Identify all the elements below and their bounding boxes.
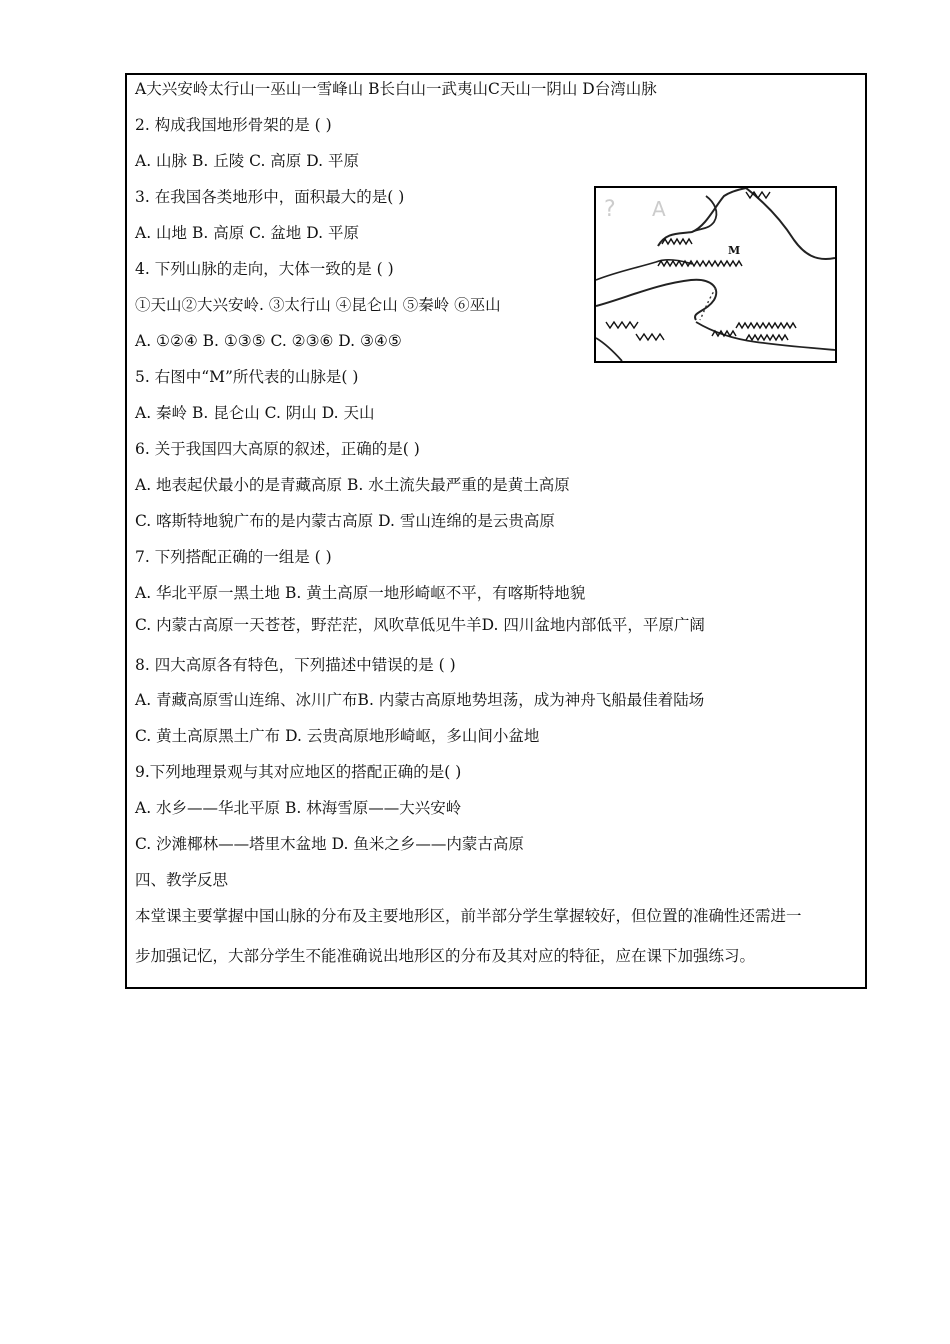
- q6-options-ab: A. 地表起伏最小的是青藏高原 B. 水土流失最严重的是黄土高原: [135, 476, 570, 494]
- q5-stem: 5. 右图中“M”所代表的山脉是( ): [135, 368, 359, 386]
- q4-stem: 4. 下列山脉的走向，大体一致的是 ( ): [135, 260, 394, 278]
- q5-options: A. 秦岭 B. 昆仑山 C. 阴山 D. 天山: [135, 404, 375, 422]
- q7-stem: 7. 下列搭配正确的一组是 ( ): [135, 548, 332, 566]
- reflection-text-line2: 步加强记忆，大部分学生不能准确说出地形区的分布及其对应的特征，应在课下加强练习。: [135, 947, 756, 965]
- north-coast: [746, 188, 835, 259]
- reflection-text-line1: 本堂课主要掌握中国山脉的分布及主要地形区，前半部分学生掌握较好，但位置的准确性还需进一: [135, 907, 802, 925]
- svg-text:A: A: [652, 197, 666, 221]
- svg-text:?: ?: [604, 197, 616, 222]
- q2-options: A. 山脉 B. 丘陵 C. 高原 D. 平原: [135, 152, 359, 170]
- q9-options-cd: C. 沙滩椰林——塔里木盆地 D. 鱼米之乡——内蒙古高原: [135, 835, 524, 853]
- q3-options: A. 山地 B. 高原 C. 盆地 D. 平原: [135, 224, 359, 242]
- q4-options: A. ①②④ B. ①③⑤ C. ②③⑥ D. ③④⑤: [135, 332, 402, 350]
- mountain-map: [594, 186, 837, 363]
- q9-stem: 9.下列地理景观与其对应地区的搭配正确的是( ): [135, 763, 462, 781]
- q9-options-ab: A. 水乡——华北平原 B. 林海雪原——大兴安岭: [135, 799, 462, 817]
- q8-options-cd: C. 黄土高原黑土广布 D. 云贵高原地形崎岖，多山间小盆地: [135, 727, 540, 745]
- q7-options-ab: A. 华北平原一黑土地 B. 黄土高原一地形崎岖不平，有喀斯特地貌: [135, 584, 586, 602]
- q6-options-cd: C. 喀斯特地貌广布的是内蒙古高原 D. 雪山连绵的是云贵高原: [135, 512, 555, 530]
- map-label-m: M: [728, 244, 741, 257]
- q8-stem: 8. 四大高原各有特色，下列描述中错误的是 ( ): [135, 656, 456, 674]
- q6-stem: 6. 关于我国四大高原的叙述，正确的是( ): [135, 440, 420, 458]
- river-line: [658, 188, 746, 246]
- map-drawing: [596, 188, 835, 361]
- q8-options-ab: A. 青藏高原雪山连绵、冰川广布B. 内蒙古高原地势坦荡，成为神舟飞船最佳着陆场: [135, 691, 705, 709]
- q2-stem: 2. 构成我国地形骨架的是 ( ): [135, 116, 332, 134]
- section-heading-reflection: 四、教学反思: [135, 871, 229, 889]
- q3-stem: 3. 在我国各类地形中，面积最大的是( ): [135, 188, 405, 206]
- mountain-range-marks: [606, 192, 796, 340]
- q7-options-cd: C. 内蒙古高原一天苍苍，野茫茫，风吹草低见牛羊D. 四川盆地内部低平，平原广阔: [135, 616, 705, 634]
- q1-options: A大兴安岭太行山一巫山一雪峰山 B长白山一武夷山C天山一阴山 D台湾山脉: [135, 80, 657, 98]
- q4-items: ①天山②大兴安岭. ③太行山 ④昆仑山 ⑤秦岭 ⑥巫山: [135, 296, 501, 314]
- coastline: [596, 280, 716, 320]
